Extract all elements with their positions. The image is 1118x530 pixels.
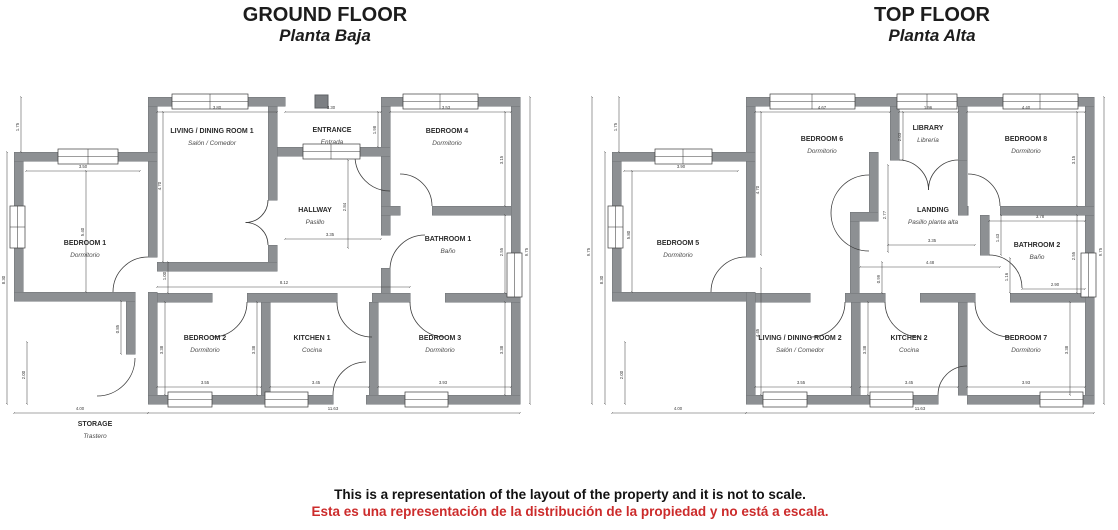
- dim-label: 2.84: [342, 202, 347, 212]
- room-sublabel-entrance: Entrada: [320, 139, 344, 146]
- dim-label: 4.00: [673, 406, 683, 411]
- room-sublabel-living-dining-2: Salón / Comedor: [776, 347, 824, 354]
- dim-label: 4.70: [157, 181, 162, 191]
- dim-label: 8.30: [1, 275, 6, 285]
- ground-floor-subtitle: Planta Baja: [279, 26, 371, 45]
- top-floor-subtitle: Planta Alta: [888, 26, 976, 45]
- room-sublabel-bedroom-1: Dormitorio: [70, 252, 100, 259]
- dim-label: 3.45: [904, 380, 914, 385]
- room-sublabel-bedroom-4: Dormitorio: [432, 140, 462, 147]
- dim-label: 0.85: [115, 324, 120, 334]
- dim-label: 3.35: [325, 232, 335, 237]
- dim-label: 3.38: [159, 345, 164, 355]
- room-sublabel-bedroom-2: Dormitorio: [190, 347, 220, 354]
- dim-label: 1.16: [1004, 272, 1009, 282]
- room-label-bedroom-8: BEDROOM 8: [1004, 136, 1048, 143]
- dim-label: 11.63: [914, 406, 926, 411]
- disclaimer-line-en: This is a representation of the layout of the property and it is not to scale.: [334, 487, 806, 502]
- room-sublabel-bedroom-6: Dormitorio: [807, 148, 837, 155]
- dim-label: 0.99: [876, 274, 881, 284]
- dim-label: 3.45: [311, 380, 321, 385]
- dim-label: 3.30: [326, 105, 336, 110]
- dim-label: 3.15: [499, 155, 504, 165]
- kitchen1-exterior-door-arc: [333, 362, 366, 395]
- dim-label: 9.75: [586, 247, 591, 257]
- room-sublabel-kitchen-2: Cocina: [899, 347, 919, 354]
- room-label-bedroom-6: BEDROOM 6: [800, 136, 844, 143]
- dim-label: 3.38: [251, 345, 256, 355]
- room-sublabel-bedroom-7: Dormitorio: [1011, 347, 1041, 354]
- storage-door-arc: [97, 358, 135, 396]
- dim-label: 4.40: [1021, 105, 1031, 110]
- room-sublabel-library: Librería: [917, 137, 939, 144]
- bedroom8-door-arc: [968, 174, 1000, 206]
- dim-label: 3.53: [441, 105, 451, 110]
- room-sublabel-bathroom-2: Baño: [1029, 254, 1045, 261]
- kitchen2-door-arc: [885, 302, 920, 337]
- dim-label: 3.55: [796, 380, 806, 385]
- dim-label: 3.50: [78, 164, 88, 169]
- room-label-living-dining-2: LIVING / DINING ROOM 2: [758, 335, 842, 342]
- bedroom2-door-arc: [212, 302, 247, 337]
- dim-label: 8.12: [279, 280, 289, 285]
- room-sublabel-storage: Trastero: [83, 433, 107, 440]
- dim-label: 3.80: [212, 105, 222, 110]
- dim-label: 4.70: [755, 185, 760, 195]
- dim-label: 3.93: [438, 380, 448, 385]
- room-sublabel-landing: Pasillo planta alta: [907, 219, 959, 226]
- disclaimer-line-es: Esta es una representación de la distribución de la propiedad y no está a escala.: [311, 504, 829, 519]
- landing-double-door-arc: [831, 175, 869, 213]
- dim-label: 3.55: [200, 380, 210, 385]
- dim-label: 2.55: [499, 247, 504, 257]
- room-label-bedroom-4: BEDROOM 4: [425, 128, 469, 135]
- room-label-storage: STORAGE: [77, 421, 113, 428]
- room-sublabel-kitchen-1: Cocina: [302, 347, 322, 354]
- room-label-library: LIBRARY: [912, 125, 944, 132]
- dim-label: 2.00: [619, 370, 624, 380]
- dim-label: 1.75: [15, 122, 20, 132]
- bedroom4-door-arc: [400, 174, 432, 206]
- dim-label: 3.93: [1021, 380, 1031, 385]
- living2-door-arc: [810, 302, 845, 337]
- top-floor-walls: [612, 97, 1094, 404]
- dim-label: 5.40: [80, 227, 85, 237]
- kitchen1-door-arc: [337, 302, 372, 337]
- room-label-bedroom-2: BEDROOM 2: [183, 335, 227, 342]
- dim-label: 9.75: [1098, 247, 1103, 257]
- room-label-bedroom-1: BEDROOM 1: [63, 240, 107, 247]
- room-label-kitchen-1: KITCHEN 1: [293, 335, 331, 342]
- dim-label: 3.35: [927, 238, 937, 243]
- dim-label: 4.67: [817, 105, 827, 110]
- dim-label: 1.00: [162, 271, 167, 281]
- ground-floor-title: GROUND FLOOR: [242, 4, 408, 26]
- library-double-door-arc: [929, 160, 959, 190]
- room-label-entrance: ENTRANCE: [312, 127, 352, 134]
- dim-label: 1.43: [995, 233, 1000, 243]
- top-floor-doors: [711, 160, 1022, 395]
- library-double-door-arc: [899, 160, 929, 190]
- bedroom3-door-arc: [410, 302, 445, 337]
- bedroom1-door-arc: [113, 257, 148, 292]
- room-sublabel-hallway: Pasillo: [305, 219, 325, 226]
- dim-label: 9.75: [524, 247, 529, 257]
- dim-label: 4.45: [755, 328, 760, 338]
- dim-label: 2.03: [897, 132, 902, 142]
- dim-label: 1.98: [372, 125, 377, 135]
- room-sublabel-bedroom-3: Dormitorio: [425, 347, 455, 354]
- dim-label: 5.80: [626, 230, 631, 240]
- room-label-hallway: HALLWAY: [298, 207, 332, 214]
- bedroom7-door-arc: [975, 302, 1010, 337]
- dim-label: 3.90: [676, 164, 686, 169]
- room-sublabel-living-dining-1: Salón / Comedor: [188, 140, 236, 147]
- dim-label: 3.78: [1035, 214, 1045, 219]
- living-double-door-arc: [246, 200, 269, 223]
- room-label-kitchen-2: KITCHEN 2: [890, 335, 928, 342]
- room-sublabel-bathroom-1: Baño: [440, 248, 456, 255]
- dim-label: 8.30: [599, 275, 604, 285]
- dim-label: 2.90: [1050, 282, 1060, 287]
- room-label-bedroom-3: BEDROOM 3: [418, 335, 462, 342]
- room-label-bedroom-5: BEDROOM 5: [656, 240, 700, 247]
- dim-label: 2.00: [21, 370, 26, 380]
- bathroom1-door-arc: [390, 235, 425, 268]
- room-label-bathroom-2: BATHROOM 2: [1013, 242, 1061, 249]
- bathroom2-door-arc: [989, 255, 1022, 288]
- dim-label: 2.77: [882, 210, 887, 220]
- dim-label: 3.38: [862, 345, 867, 355]
- dim-label: 2.55: [1071, 251, 1076, 261]
- dim-label: 3.38: [1064, 345, 1069, 355]
- room-label-bathroom-1: BATHROOM 1: [424, 236, 472, 243]
- dim-label: 3.38: [499, 345, 504, 355]
- dim-label: 1.96: [923, 105, 933, 110]
- living-double-door-arc: [246, 223, 269, 246]
- bedroom5-door-arc: [711, 257, 746, 292]
- room-sublabel-bedroom-5: Dormitorio: [663, 252, 693, 259]
- room-label-landing: LANDING: [917, 207, 949, 214]
- top-floor-title: TOP FLOOR: [874, 4, 990, 26]
- dim-label: 4.00: [75, 406, 85, 411]
- room-label-living-dining-1: LIVING / DINING ROOM 1: [170, 128, 254, 135]
- dim-label: 4.48: [925, 260, 935, 265]
- dim-label: 11.63: [327, 406, 339, 411]
- room-sublabel-bedroom-8: Dormitorio: [1011, 148, 1041, 155]
- dim-label: 1.75: [613, 122, 618, 132]
- dim-label: 3.15: [1071, 155, 1076, 165]
- room-label-bedroom-7: BEDROOM 7: [1004, 335, 1048, 342]
